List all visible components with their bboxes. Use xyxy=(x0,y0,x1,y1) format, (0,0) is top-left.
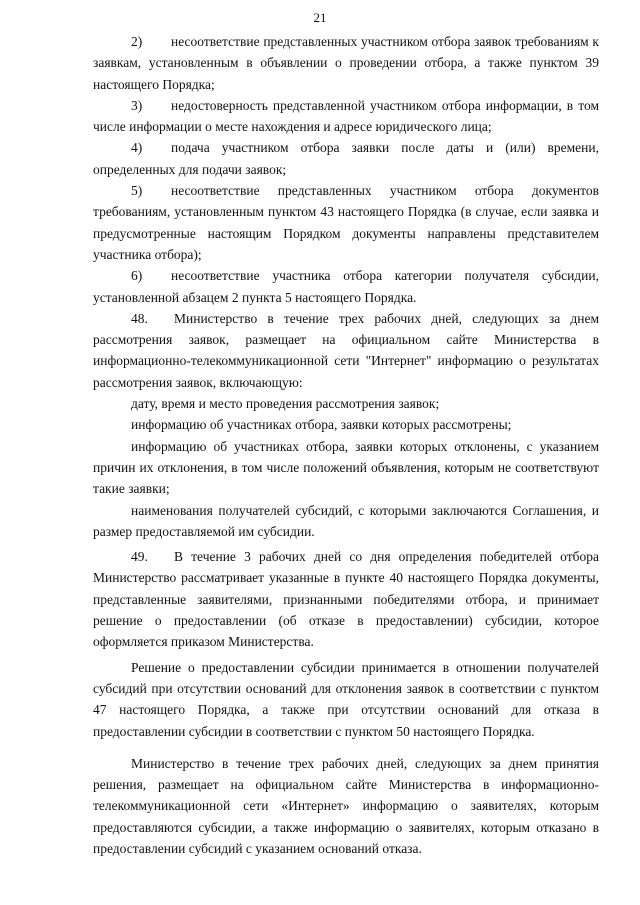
list-item xyxy=(93,95,599,138)
clause-48-subitem: информацию об участниках отбора, заявки которых отклонены, с указанием причин их отклонения, в том числе положений объявления, которым не соответствуют такие заявки; xyxy=(93,438,599,497)
list-item xyxy=(93,180,599,265)
list-item xyxy=(93,137,599,180)
item-number: 4) xyxy=(131,140,143,156)
clause-text: Министерство в течение трех рабочих дней, следующих за днем рассмотрения заявок, размещает на официальном сайте Министерства в информационно-телекоммуникационной сети "Интернет" информацию о результатах рассмотрения заявок, включающую: xyxy=(93,310,599,390)
clause-48-subitem: наименования получателей субсидий, с которыми заключаются Соглашения, и размер предоставляемой им субсидии. xyxy=(93,502,599,539)
clause-48 xyxy=(93,308,599,393)
item-number: 5) xyxy=(131,183,143,199)
paragraph-decision: Решение о предоставлении субсидии принимается в отношении получателей субсидий при отсутствии оснований для отклонения заявок в соответствии с пунктом 47 настоящего Порядка, а также при отсутствии оснований для отказа в предоставлении субсидии в соответствии с пунктом 50 настоящего Порядка. xyxy=(93,659,599,739)
clause-49 xyxy=(93,546,599,652)
item-text: несоответствие участника отбора категории получателя субсидии, установленной абзацем 2 пункта 5 настоящего Порядка. xyxy=(93,268,599,305)
item-text: несоответствие представленных участником отбора документов требованиям, установленным пунктом 43 настоящего Порядка (в случае, если заявка и предусмотренные настоящим Порядком документы направлены представителем участника отбора); xyxy=(93,183,599,262)
clause-number: 49. xyxy=(131,549,148,565)
clause-text: В течение 3 рабочих дней со дня определения победителей отбора Министерство рассматривает указанные в пункте 40 настоящего Порядка документы, представленные заявителями, признанными победителями отбора, и принимает решение о предоставлении (об отказе в предоставлении) субсидии, которое оформляется приказом Министерства. xyxy=(93,549,599,650)
list-item xyxy=(93,31,599,95)
clause-48-subitem: информацию об участниках отбора, заявки которых рассмотрены; xyxy=(131,417,512,433)
item-number: 6) xyxy=(131,268,143,284)
list-item xyxy=(93,265,599,308)
item-text: несоответствие представленных участником отбора заявок требованиям к заявкам, установленным в объявлении о проведении отбора, а также пунктом 39 настоящего Порядка; xyxy=(93,34,599,92)
item-text: недостоверность представленной участником отбора информации, в том числе информации о месте нахождения и адресе юридического лица; xyxy=(93,97,599,135)
paragraph-publish: Министерство в течение трех рабочих дней, следующих за днем принятия решения, размещает на официальном сайте Министерства в информационно-телекоммуникационной сети «Интернет» информацию о заявителях, которым предоставляются субсидии, а также информацию о заявителях, которым отказано в предоставлении субсидий с указанием оснований отказа. xyxy=(93,755,599,856)
clause-number: 48. xyxy=(131,310,148,326)
page-number: 21 xyxy=(313,10,327,25)
item-number: 3) xyxy=(131,97,143,113)
item-text: подача участником отбора заявки после даты и (или) времени, определенных для подачи заявок; xyxy=(93,140,599,177)
item-number: 2) xyxy=(131,34,143,49)
clause-48-subitem: дату, время и место проведения рассмотрения заявок; xyxy=(131,396,440,412)
document-body xyxy=(93,31,599,859)
